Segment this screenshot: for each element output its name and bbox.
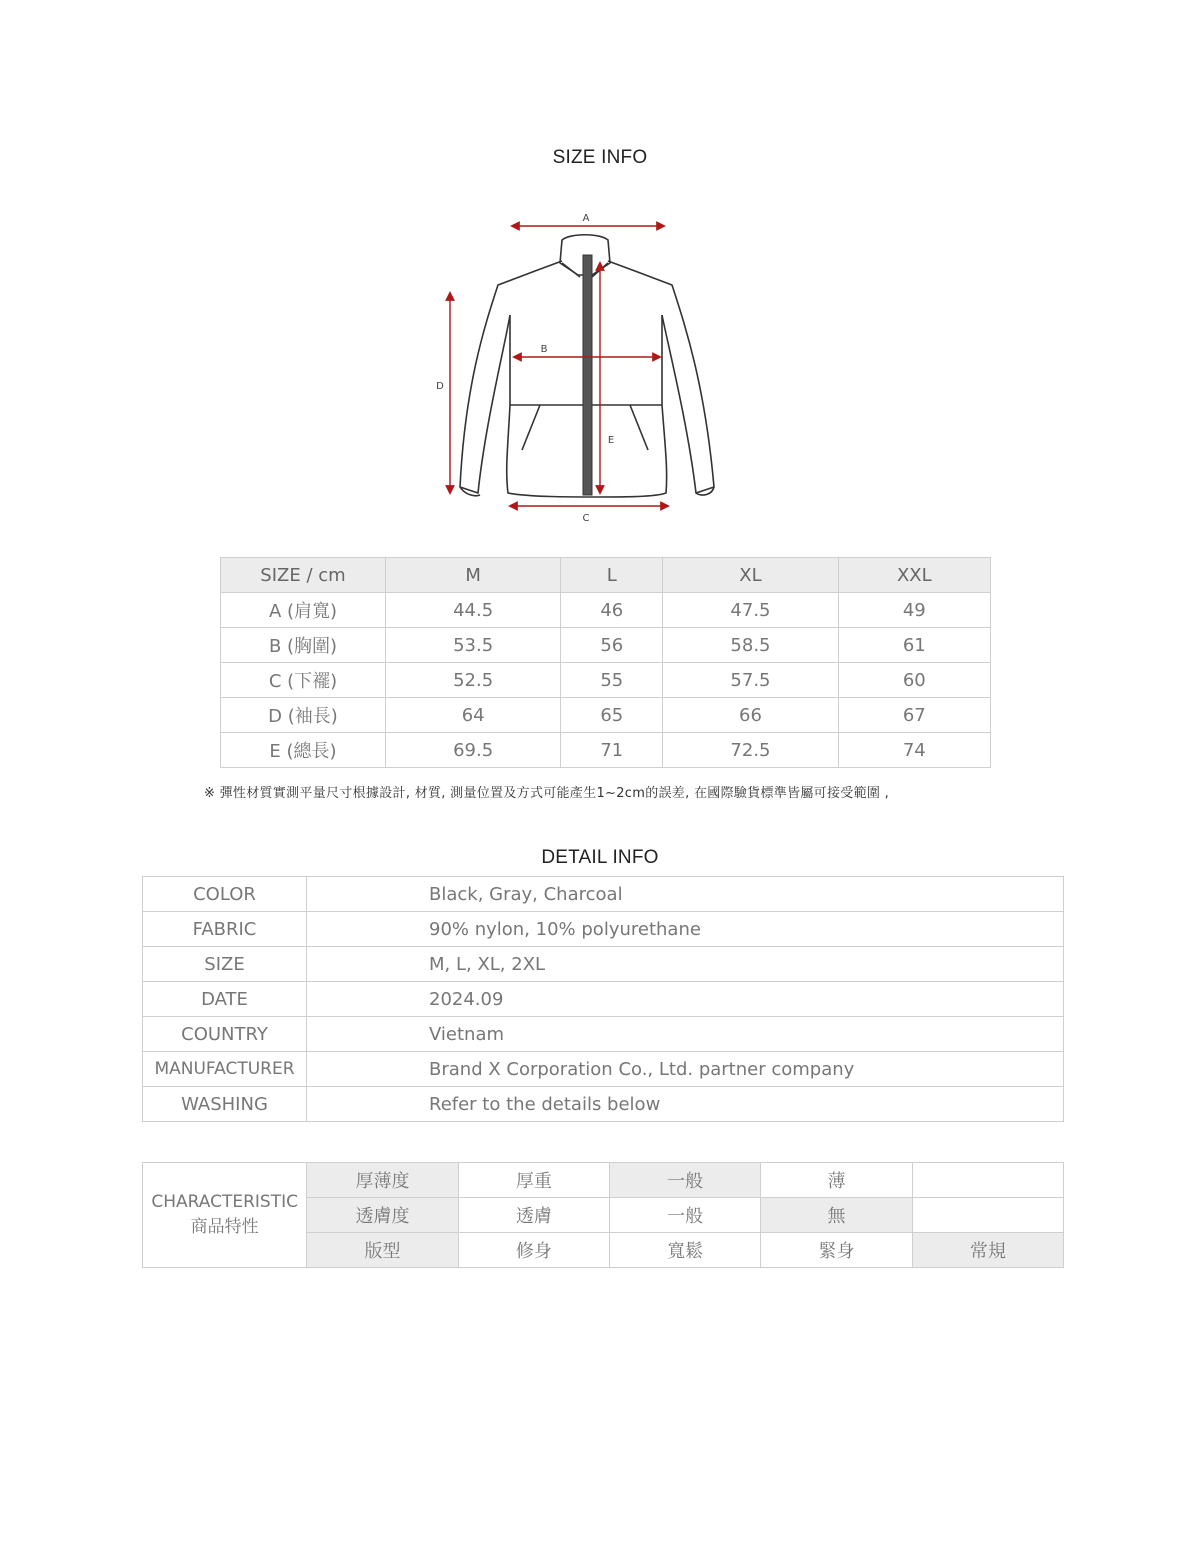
row-label: D (袖長) <box>221 698 386 733</box>
cell: 49 <box>838 593 990 628</box>
detail-row-country <box>143 1017 1064 1052</box>
detail-row-washing <box>143 1087 1064 1122</box>
cell: 58.5 <box>663 628 838 663</box>
cell: 64 <box>386 698 561 733</box>
char-option: 緊身 <box>761 1233 912 1268</box>
char-name: 版型 <box>307 1233 458 1268</box>
cell: 71 <box>561 733 663 768</box>
detail-key: DATE <box>143 982 307 1017</box>
char-option: 透膚 <box>458 1198 609 1233</box>
char-option <box>912 1198 1063 1233</box>
char-name: 厚薄度 <box>307 1163 458 1198</box>
cell: 57.5 <box>663 663 838 698</box>
char-option: 一般 <box>610 1163 761 1198</box>
label-e: E <box>607 435 615 446</box>
detail-value: Vietnam <box>307 1017 1064 1052</box>
row-label: C (下襬) <box>221 663 386 698</box>
label-b: B <box>540 344 548 355</box>
cell: 47.5 <box>663 593 838 628</box>
table-row <box>221 663 991 698</box>
characteristic-label-zh: 商品特性 <box>190 1217 259 1237</box>
detail-value: Refer to the details below <box>307 1087 1064 1122</box>
cell: 61 <box>838 628 990 663</box>
cell: 53.5 <box>386 628 561 663</box>
cell: 65 <box>561 698 663 733</box>
detail-row-size <box>143 947 1064 982</box>
detail-info-title: DETAIL INFO <box>541 847 659 868</box>
header-cell: M <box>386 558 561 593</box>
detail-key: MANUFACTURER <box>143 1052 307 1087</box>
char-option <box>912 1163 1063 1198</box>
detail-table <box>142 876 1064 1122</box>
cell: 52.5 <box>386 663 561 698</box>
measure-arrows <box>450 226 668 506</box>
detail-row-date <box>143 982 1064 1017</box>
cell: 72.5 <box>663 733 838 768</box>
size-info-title: SIZE INFO <box>552 147 648 168</box>
characteristic-label <box>143 1163 307 1268</box>
char-option: 常規 <box>912 1233 1063 1268</box>
char-option: 一般 <box>610 1198 761 1233</box>
jacket-measurement-diagram <box>430 205 730 535</box>
measurement-note: ※ 彈性材質實測平量尺寸根據設計, 材質, 測量位置及方式可能產生1~2cm的誤差, 在國際驗貨標準皆屬可接受範圍 , <box>204 786 890 801</box>
size-table-header <box>221 558 991 593</box>
char-row-thickness <box>143 1163 1064 1198</box>
cell: 66 <box>663 698 838 733</box>
char-name: 透膚度 <box>307 1198 458 1233</box>
header-cell: L <box>561 558 663 593</box>
detail-value: 90% nylon, 10% polyurethane <box>307 912 1064 947</box>
row-label: E (總長) <box>221 733 386 768</box>
detail-key: COLOR <box>143 877 307 912</box>
cell: 60 <box>838 663 990 698</box>
size-table <box>220 557 991 768</box>
detail-key: WASHING <box>143 1087 307 1122</box>
zipper <box>583 255 592 495</box>
detail-value: M, L, XL, 2XL <box>307 947 1064 982</box>
cell: 46 <box>561 593 663 628</box>
detail-key: FABRIC <box>143 912 307 947</box>
label-d: D <box>436 381 444 392</box>
row-label: B (胸圍) <box>221 628 386 663</box>
table-row <box>221 698 991 733</box>
detail-value: Brand X Corporation Co., Ltd. partner company <box>307 1052 1064 1087</box>
char-option: 薄 <box>761 1163 912 1198</box>
cell: 55 <box>561 663 663 698</box>
table-row <box>221 593 991 628</box>
detail-key: SIZE <box>143 947 307 982</box>
cell: 74 <box>838 733 990 768</box>
row-label: A (肩寬) <box>221 593 386 628</box>
table-row <box>221 628 991 663</box>
char-option: 厚重 <box>458 1163 609 1198</box>
characteristic-label-en: CHARACTERISTIC <box>151 1192 298 1212</box>
char-option: 無 <box>761 1198 912 1233</box>
cell: 69.5 <box>386 733 561 768</box>
detail-value: Black, Gray, Charcoal <box>307 877 1064 912</box>
detail-row-fabric <box>143 912 1064 947</box>
table-row <box>221 733 991 768</box>
detail-row-color <box>143 877 1064 912</box>
detail-value: 2024.09 <box>307 982 1064 1017</box>
char-option: 寬鬆 <box>610 1233 761 1268</box>
cell: 56 <box>561 628 663 663</box>
label-a: A <box>582 213 590 224</box>
header-cell: SIZE / cm <box>221 558 386 593</box>
label-c: C <box>582 513 590 524</box>
header-cell: XL <box>663 558 838 593</box>
char-option: 修身 <box>458 1233 609 1268</box>
header-cell: XXL <box>838 558 990 593</box>
cell: 44.5 <box>386 593 561 628</box>
characteristic-table <box>142 1162 1064 1268</box>
detail-row-manufacturer <box>143 1052 1064 1087</box>
detail-key: COUNTRY <box>143 1017 307 1052</box>
cell: 67 <box>838 698 990 733</box>
